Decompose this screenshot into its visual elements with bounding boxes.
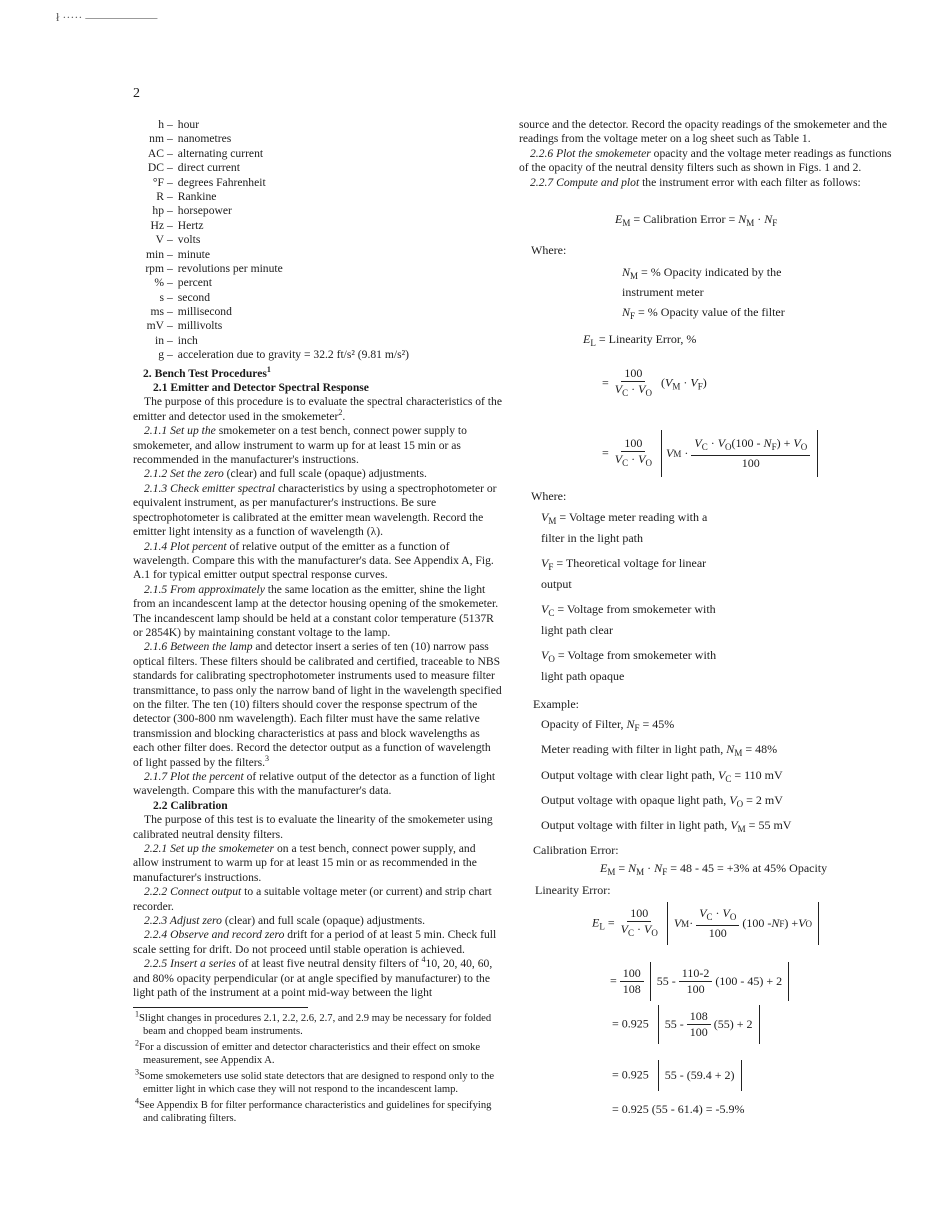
abbreviation-symbol: %	[154, 276, 164, 290]
footnote	[133, 1008, 503, 1038]
calibration-error-label: Calibration Error:	[533, 843, 619, 857]
paragraph-2-1-5: 2.1.5 From approximately the same location as the emitter, shine the light from an incandescent lamp at the detector housing opening of the smokemeter. The incandescent lamp should be held at a constant color temperature (5137R or 2854K) by maintaining constant voltage to the lamp.	[133, 582, 499, 639]
abbreviation-row	[133, 291, 503, 305]
abbreviation-dash: –	[167, 261, 173, 275]
footnote-number: 3	[135, 1066, 139, 1076]
abbreviation-dash: –	[167, 189, 173, 203]
abbreviation-definition: nanometres	[177, 132, 232, 146]
abbreviation-definition: second	[177, 290, 210, 304]
vf-definition-cont: output	[541, 577, 572, 591]
abbreviation-dash: –	[167, 319, 173, 333]
abbreviation-symbol: Hz	[150, 218, 164, 232]
calibration-error-equation: $E_M$ = Calibration Error = $N_M \cdot N_F$	[615, 212, 778, 228]
paragraph-2-1-1: 2.1.1 Set up the smokemeter on a test bench, connect power supply to smokemeter, and allow instrument to warm up for at least 15 min or as recommended in the manufacturer's instructions.	[133, 424, 467, 467]
vm-definition-cont: filter in the light path	[541, 531, 643, 545]
paragraph-2-1-6: 2.1.6 Between the lamp and detector insert a series of ten (10) narrow pass optical filters. These filters should be calibrated and certified, traceable to NBS standards for calibrating spectrophotometer instruments used to measure filter transmittance, to pass only the narrow band of light in the wavelength specified on the filter. The ten (10) filters should cover the response spectrum of the detector (300-800 nm wavelength). Each filter must have the same relative transmission and blocking characteristics at pass and block wavelengths as each other filter does. Record the detector output as a function of wavelength of light passed by the filters.$^3$	[133, 640, 502, 769]
abbreviation-row	[133, 132, 503, 146]
footnote-number: 1	[135, 1008, 139, 1018]
abbreviation-definition: millivolts	[177, 319, 223, 333]
where-label-2: Where:	[531, 489, 567, 503]
abbreviation-definition: direct current	[177, 161, 240, 175]
linearity-error-label: Linearity Error:	[535, 883, 611, 897]
vo-definition: $V_O$ = Voltage from smokemeter with	[541, 648, 717, 664]
example-meter-reading: Meter reading with filter in light path, $N_M = 48\%$	[541, 742, 778, 758]
abbreviation-dash: –	[167, 233, 173, 247]
abbreviation-symbol: AC	[147, 146, 164, 160]
vm-definition: $V_M$ = Voltage meter reading with a	[541, 510, 708, 526]
abbreviation-definition: hour	[177, 118, 200, 131]
abbreviation-row	[133, 204, 503, 218]
linearity-calc-formula: $E_L$ = $\frac{100}{V_C \cdot V_O}$ V M · $\frac{V_C \cdot V_O}{100}$ (100 - N F ) + V O	[592, 902, 819, 945]
abbreviation-symbol: mV	[146, 319, 164, 333]
calibration-error-calc: $E_M = N_M \cdot N_F = 48 - 45 = +3\%$ at 45% Opacity	[600, 861, 828, 877]
abbreviation-row	[133, 305, 503, 319]
abbreviation-row	[133, 276, 503, 290]
abbreviation-dash: –	[167, 218, 173, 232]
paragraph-2-1-3: 2.1.3 Check emitter spectral characteristics by using a spectrophotometer or equivalent instrument, as per manufacturer's instructions. Be sure spectrophotometer is calibrated at the emitter mean wavelength. Record the emitter light intensity as a function of wavelength (λ).	[133, 481, 497, 539]
top-mark: ł ····· ——————	[56, 10, 158, 24]
abbreviation-dash: –	[167, 247, 173, 261]
abbreviation-row	[133, 262, 503, 276]
page-number: 2	[133, 86, 140, 101]
footnote-text: Some smokemeters use solid state detectors that are designed to respond only to the emitter light in which case they will not respond to the incandescent lamp.	[139, 1070, 495, 1095]
abbreviation-row	[133, 190, 503, 204]
abbreviation-dash: –	[167, 305, 173, 319]
example-filter-opacity: Opacity of Filter, $N_F = 45\%$	[541, 717, 675, 733]
example-clear-voltage: Output voltage with clear light path, $V_C = 110$ mV	[541, 768, 783, 784]
abbreviation-definition: percent	[177, 276, 212, 290]
nf-definition: $N_F$ = % Opacity value of the filter	[622, 305, 785, 321]
abbreviation-definition: alternating current	[177, 146, 264, 160]
abbreviation-symbol: R	[156, 189, 164, 203]
footnote	[133, 1066, 503, 1096]
paragraph-2-2-6: 2.2.6 Plot the smokemeter opacity and the voltage meter readings as functions of the opacity of the neutral density filters such as shown in Figs. 1 and 2.	[519, 146, 892, 175]
footnote-text: Slight changes in procedures 2.1, 2.2, 2.6, 2.7, and 2.9 may be necessary for folded beam and chopped beam instruments.	[139, 1012, 492, 1037]
linearity-calc-step-2: = 0.925 55 - $\frac{108}{100}$ (55) + 2	[612, 1005, 760, 1044]
abbreviation-row	[133, 319, 503, 333]
linearity-formula-2: = $\frac{100}{V_C \cdot V_O}$ V M · $\frac{V_C \cdot V_O(100 - N_F) + V_O}{100}$	[602, 430, 818, 477]
vo-definition-cont: light path opaque	[541, 669, 625, 683]
abbreviation-dash: –	[167, 333, 173, 347]
paragraph-2-2-5: 2.2.5 Insert a series of at least five neutral density filters of $^4$10, 20, 40, 60, and 80% opacity perpendicular (or at angle specified by manufacturer) to the light path of the instrument at a point mid-way between the light	[133, 955, 493, 1000]
abbreviation-symbol: hp	[152, 204, 164, 218]
footnote-number: 4	[135, 1095, 139, 1105]
paragraph-2-2-7: 2.2.7 Compute and plot the instrument error with each filter as follows:	[530, 175, 861, 189]
abbreviation-definition: revolutions per minute	[177, 261, 283, 275]
abbreviation-row	[133, 118, 503, 132]
abbreviation-symbol: DC	[147, 161, 164, 175]
abbreviation-symbol: g	[158, 348, 164, 362]
abbreviation-symbol: rpm	[145, 261, 164, 275]
footnote-text: For a discussion of emitter and detector characteristics and their effect on smoke measurement, see Appendix A.	[139, 1041, 481, 1066]
abbreviation-symbol: min	[145, 247, 164, 261]
abbreviation-row	[133, 176, 503, 190]
abbreviation-row	[133, 219, 503, 233]
nm-definition: $N_M$ = % Opacity indicated by the	[622, 265, 782, 281]
paragraph-purpose: The purpose of this procedure is to evaluate the spectral characteristics of the emitter and detector used in the smokemeter$^2$.	[133, 395, 502, 423]
linearity-formula-1: = $\frac{100}{V_C \cdot V_O}$ $(V_M \cdot V_F)$	[602, 366, 707, 398]
footnote	[133, 1037, 503, 1067]
footnote-number: 2	[135, 1037, 139, 1047]
abbreviation-row	[133, 147, 503, 161]
el-definition: $E_L$ = Linearity Error, %	[583, 332, 697, 348]
paragraph-2-1-7: 2.1.7 Plot the percent of relative output of the detector as a function of light wavelength. Compare this with the manufacturer's data.	[133, 770, 496, 798]
abbreviation-symbol: s	[159, 290, 164, 304]
abbreviation-symbol: ms	[150, 305, 164, 319]
right-column	[519, 118, 899, 190]
abbreviation-row	[133, 348, 503, 362]
abbreviation-row	[133, 161, 503, 175]
abbreviation-definition: horsepower	[177, 204, 232, 218]
abbreviation-row	[133, 334, 503, 348]
abbreviation-symbol: V	[155, 233, 164, 247]
linearity-calc-step-1: = $\frac{100}{108}$ 55 - $\frac{110-2}{100}$ (100 - 45) + 2	[610, 962, 789, 1001]
linearity-calc-step-4: = 0.925 (55 - 61.4) = -5.9%	[612, 1102, 745, 1116]
section-2-1-heading: 2.1 Emitter and Detector Spectral Response	[153, 381, 369, 395]
footnote-text: See Appendix B for filter performance characteristics and guidelines for specifying and calibrating filters.	[139, 1099, 492, 1124]
vc-definition: $V_C$ = Voltage from smokemeter with	[541, 602, 716, 618]
paragraph-2-2-4: 2.2.4 Observe and record zero drift for a period of at least 5 min. Check full scale setting for drift. Do not proceed until stable operation is achieved.	[133, 928, 497, 956]
where-label-1: Where:	[531, 243, 567, 257]
left-column	[133, 118, 503, 1128]
abbreviation-list	[133, 118, 503, 363]
paragraph-2-2-1: 2.2.1 Set up the smokemeter on a test bench, connect power supply, and allow instrument to warm up for at least 15 min or as recommended in the manufacturer's instructions.	[133, 842, 477, 884]
abbreviation-dash: –	[167, 146, 173, 160]
abbreviation-row	[133, 233, 503, 247]
abbreviation-dash: –	[167, 204, 173, 218]
example-filter-voltage: Output voltage with filter in light path, $V_M = 55$ mV	[541, 818, 792, 834]
example-label: Example:	[533, 697, 579, 711]
vf-definition: $V_F$ = Theoretical voltage for linear	[541, 556, 707, 572]
abbreviation-dash: –	[167, 161, 173, 175]
abbreviation-symbol: h	[158, 118, 164, 131]
abbreviation-definition: Hertz	[177, 218, 204, 232]
abbreviation-dash: –	[167, 118, 173, 131]
section-2-heading: 2. Bench Test Procedures$^1$	[143, 364, 271, 380]
abbreviation-definition: minute	[177, 247, 210, 261]
abbreviation-dash: –	[167, 132, 173, 146]
abbreviation-symbol: nm	[149, 132, 164, 146]
abbreviation-definition: degrees Fahrenheit	[177, 175, 266, 189]
section-2-2-heading: 2.2 Calibration	[153, 798, 228, 812]
abbreviation-row	[133, 248, 503, 262]
abbreviation-dash: –	[167, 348, 173, 362]
abbreviation-dash: –	[167, 290, 173, 304]
footnote-divider	[133, 1007, 308, 1008]
vc-definition-cont: light path clear	[541, 623, 613, 637]
paragraph-calibration: The purpose of this test is to evaluate the linearity of the smokemeter using calibrated neutral density filters.	[133, 813, 493, 841]
paragraph-continued: source and the detector. Record the opacity readings of the smokemeter and the readings from the voltage meter on a log sheet such as Table 1.	[519, 118, 887, 146]
nm-definition-cont: instrument meter	[622, 285, 704, 299]
abbreviation-definition: acceleration due to gravity = 32.2 ft/s² (9.81 m/s²)	[177, 348, 409, 362]
abbreviation-definition: millisecond	[177, 305, 232, 319]
footnotes	[133, 1008, 503, 1125]
paragraph-2-2-2: 2.2.2 Connect output to a suitable voltage meter (or current) and strip chart recorder.	[133, 885, 492, 913]
abbreviation-definition: volts	[177, 233, 201, 247]
abbreviation-dash: –	[167, 276, 173, 290]
abbreviation-definition: Rankine	[177, 189, 217, 203]
footnote	[133, 1095, 503, 1125]
paragraph-2-1-4: 2.1.4 Plot percent of relative output of the emitter as a function of wavelength. Compare this with the manufacturer's data. See Appendix A, Fig. A.1 for typical emitter output spectral response curves.	[133, 539, 494, 582]
abbreviation-symbol: in	[154, 333, 164, 347]
paragraph-2-2-3: 2.2.3 Adjust zero (clear) and full scale (opaque) adjustments.	[144, 914, 426, 928]
linearity-calc-step-3: = 0.925 55 - (59.4 + 2)	[612, 1060, 742, 1091]
paragraph-2-1-2: 2.1.2 Set the zero (clear) and full scale (opaque) adjustments.	[144, 467, 427, 481]
example-opaque-voltage: Output voltage with opaque light path, $V_O = 2$ mV	[541, 793, 783, 809]
abbreviation-symbol: °F	[152, 175, 164, 189]
abbreviation-definition: inch	[177, 333, 198, 347]
abbreviation-dash: –	[167, 175, 173, 189]
